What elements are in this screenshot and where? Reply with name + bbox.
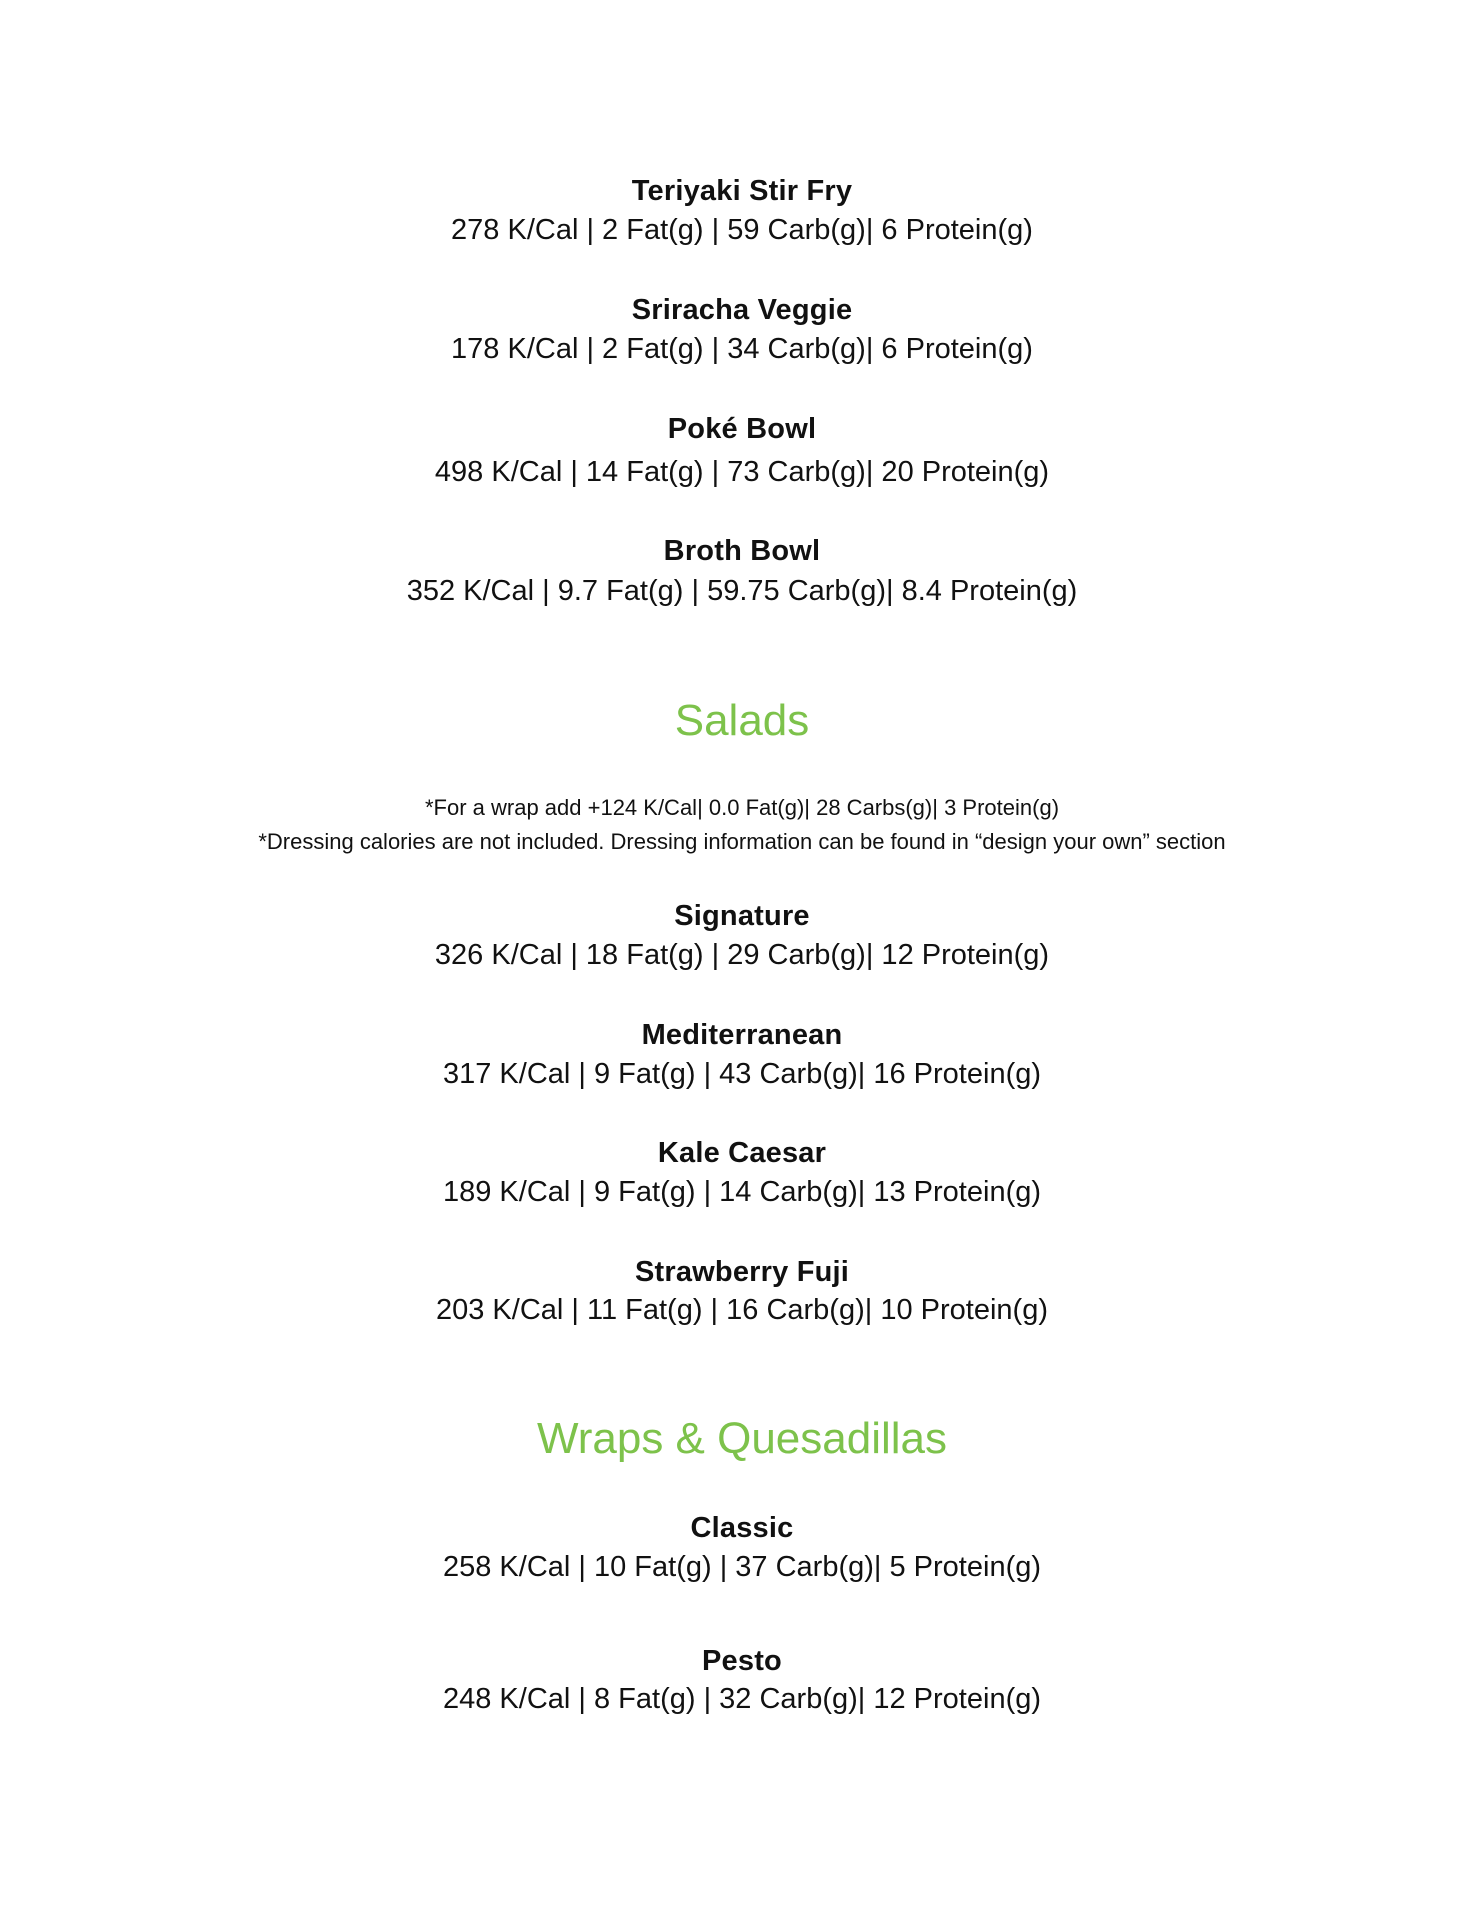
item-nutrition-pesto: 248 K/Cal | 8 Fat(g) | 32 Carb(g)| 12 Protein(g) (442, 1683, 1042, 1715)
item-name-broth-bowl: Broth Bowl (663, 535, 821, 567)
item-nutrition-kale-caesar: 189 K/Cal | 9 Fat(g) | 14 Carb(g)| 13 Protein(g) (442, 1176, 1042, 1208)
item-name-teriyaki-stir-fry: Teriyaki Stir Fry (631, 175, 853, 207)
item-nutrition-mediterranean: 317 K/Cal | 9 Fat(g) | 43 Carb(g)| 16 Protein(g) (442, 1058, 1042, 1090)
item-nutrition-strawberry-fuji: 203 K/Cal | 11 Fat(g) | 16 Carb(g)| 10 Protein(g) (435, 1294, 1048, 1326)
note-dressing: *Dressing calories are not included. Dressing information can be found in “design your own” section (258, 829, 1226, 854)
item-name-signature: Signature (674, 900, 810, 932)
note-wrap-add: *For a wrap add +124 K/Cal| 0.0 Fat(g)| 28 Carbs(g)| 3 Protein(g) (424, 795, 1060, 820)
item-name-poke-bowl: Poké Bowl (667, 413, 817, 445)
item-nutrition-poke-bowl: 498 K/Cal | 14 Fat(g) | 73 Carb(g)| 20 Protein(g) (434, 456, 1050, 488)
item-nutrition-signature: 326 K/Cal | 18 Fat(g) | 29 Carb(g)| 12 Protein(g) (434, 939, 1050, 971)
item-nutrition-sriracha-veggie: 178 K/Cal | 2 Fat(g) | 34 Carb(g)| 6 Protein(g) (451, 333, 1033, 365)
item-name-classic: Classic (690, 1512, 794, 1544)
item-name-mediterranean: Mediterranean (641, 1019, 843, 1051)
item-name-pesto: Pesto (702, 1645, 782, 1677)
item-name-sriracha-veggie: Sriracha Veggie (631, 294, 853, 326)
section-title-salads: Salads (674, 696, 810, 745)
item-name-strawberry-fuji: Strawberry Fuji (634, 1256, 850, 1288)
item-nutrition-teriyaki-stir-fry: 278 K/Cal | 2 Fat(g) | 59 Carb(g)| 6 Protein(g) (451, 214, 1033, 246)
item-nutrition-broth-bowl: 352 K/Cal | 9.7 Fat(g) | 59.75 Carb(g)| 8.4 Protein(g) (406, 575, 1078, 607)
item-nutrition-classic: 258 K/Cal | 10 Fat(g) | 37 Carb(g)| 5 Protein(g) (442, 1551, 1042, 1583)
item-name-kale-caesar: Kale Caesar (657, 1137, 827, 1169)
section-title-wraps-quesadillas: Wraps & Quesadillas (536, 1414, 948, 1463)
